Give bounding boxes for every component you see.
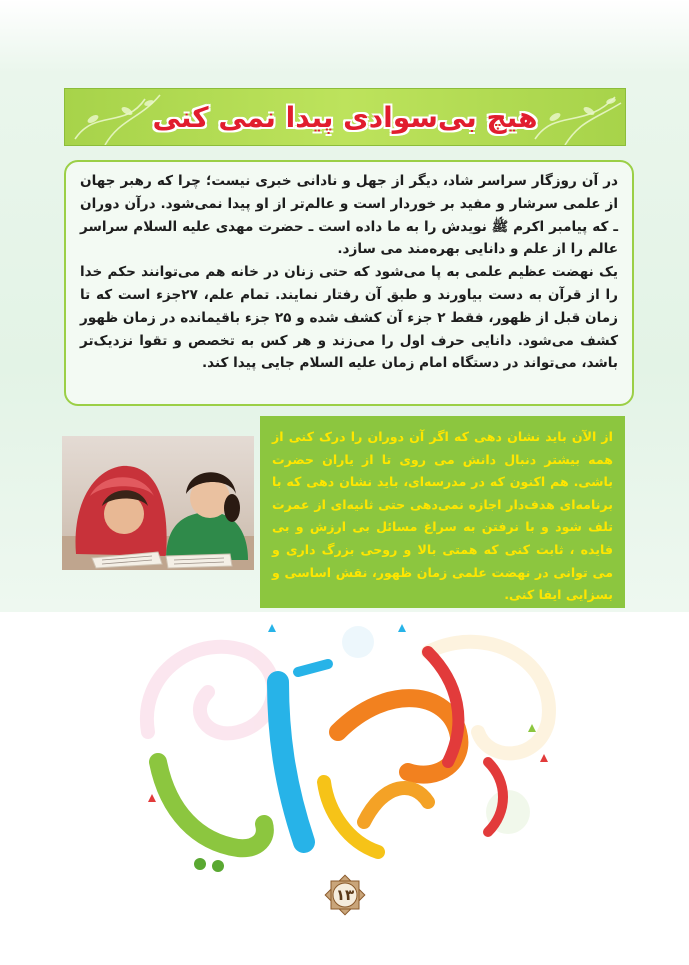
calligraphy-artwork	[128, 612, 568, 872]
main-paragraph-2: یک نهضت عظیم علمی به پا می‌شود که حتی زنان در خانه هم می‌توانند حکم خدا را از قرآن به دست بیاورند و طبق آن رفتار نمایند. تمام علم، ۲۷جزء است که تا زمان قبل از ظهور، فقط ۲ جزء آن کشف شده و ۲۵ جزء باقیمانده در زمان ظهور کشف می‌شود. دانایی حرف اول را می‌زند و هر کس به تخصص و تقوا نزدیک‌تر باشد، می‌تواند در دستگاه امام زمان عليه السلام جایی پیدا کند.	[80, 264, 618, 372]
page-title: هیچ بی‌سوادی پیدا نمی کنی	[152, 100, 538, 134]
main-paragraph-1: در آن روزگار سراسر شاد، دیگر از جهل و نادانی خبری نیست؛ چرا که رهبر جهان از علمی سرشار و مفید بر خوردار است و عالم‌تر از او پیدا نمی‌شود. درآن دوران ـ که پیامبر اکرم ﷺ نویدش را به ما داده است ـ حضرت مهدی عليه السلام سراسر عالم را از علم و دانایی بهره‌مند می سازد.	[80, 173, 618, 258]
side-paragraph: از الآن باید نشان دهی که اگر آن دوران را درک کنی از همه بیشتر دنبال دانش می روی تا از یاران حضرت باشی. هم اکنون که در مدرسه‌ای، باید نشان دهی که با برنامه‌ای هدف‌دار اجازه نمی‌دهی حتی ثانیه‌ای از عمرت تلف شود و با نرفتن به سراغ مسائل بی ارزش و بی فایده ، ثابت کنی که همتی بالا و روحی بزرگ داری و می توانی در نهضت علمی زمان ظهور، نقش اساسی و بسزایی ایفا کنی.	[272, 429, 613, 603]
photo-girls-reading	[62, 436, 254, 570]
main-text-box	[64, 160, 634, 406]
page-number: ۱۳	[335, 886, 355, 904]
title-banner	[64, 88, 626, 146]
side-text-box	[260, 416, 625, 608]
girls-reading-illustration	[62, 436, 254, 570]
